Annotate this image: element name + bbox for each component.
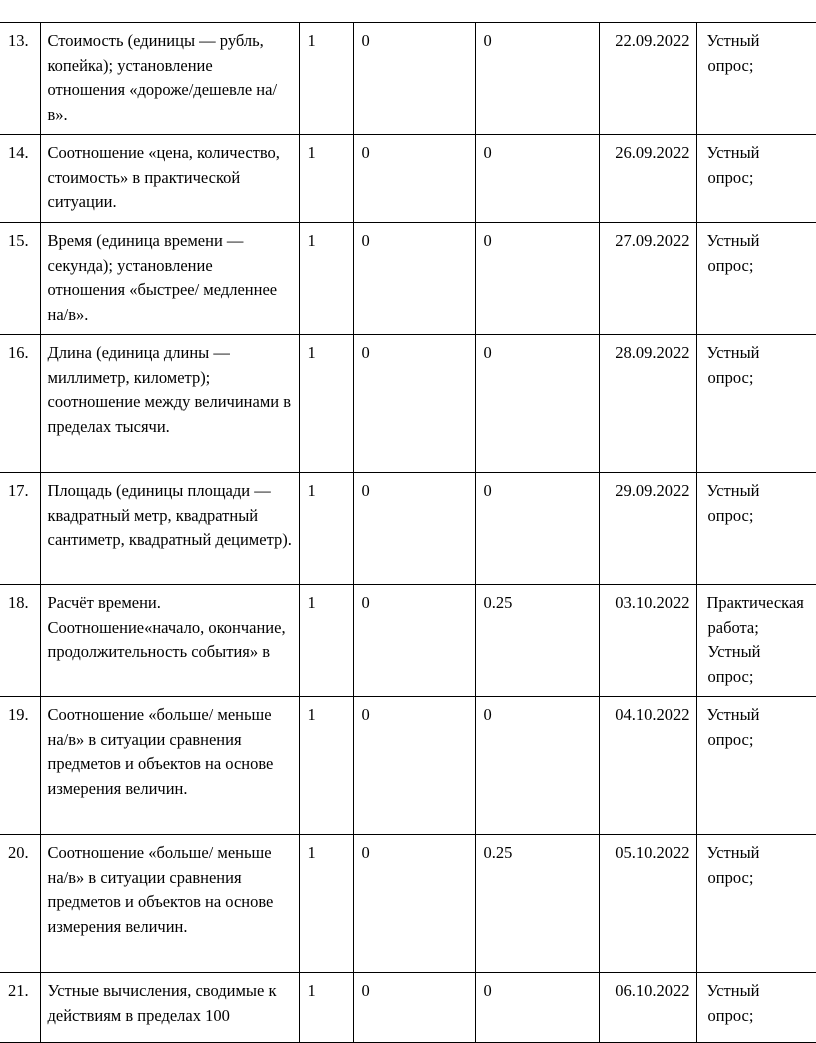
total-hours: 1 <box>299 585 353 697</box>
assessment-form-line: опрос; <box>697 54 816 79</box>
assessment-form <box>696 473 816 585</box>
assessment-form-line: опрос; <box>697 254 816 279</box>
assessment-form-line: Устный <box>697 841 816 866</box>
total-hours: 1 <box>299 473 353 585</box>
table-row <box>0 335 816 473</box>
lesson-topic: Площадь (единицы площади — квадратный метр, квадратный сантиметр, квадратный дециметр). <box>40 473 299 585</box>
practice-hours: 0 <box>475 473 599 585</box>
practice-hours: 0.25 <box>475 585 599 697</box>
total-hours: 1 <box>299 973 353 1043</box>
control-hours: 0 <box>353 697 475 835</box>
lesson-number: 18. <box>0 585 40 697</box>
total-hours: 1 <box>299 697 353 835</box>
control-hours: 0 <box>353 973 475 1043</box>
lesson-date: 28.09.2022 <box>599 335 696 473</box>
table-row <box>0 585 816 697</box>
control-hours: 0 <box>353 473 475 585</box>
lesson-number: 21. <box>0 973 40 1043</box>
assessment-form-line: опрос; <box>697 665 816 690</box>
assessment-form-line: Практическая <box>697 591 816 616</box>
control-hours: 0 <box>353 835 475 973</box>
assessment-form-line: опрос; <box>697 166 816 191</box>
lesson-date: 04.10.2022 <box>599 697 696 835</box>
lesson-date: 22.09.2022 <box>599 23 696 135</box>
lesson-date: 06.10.2022 <box>599 973 696 1043</box>
assessment-form <box>696 135 816 223</box>
practice-hours: 0 <box>475 135 599 223</box>
practice-hours: 0 <box>475 697 599 835</box>
assessment-form-line: Устный <box>697 141 816 166</box>
table-row <box>0 23 816 135</box>
lesson-plan-table <box>0 22 816 1043</box>
assessment-form <box>696 835 816 973</box>
assessment-form-line: опрос; <box>697 366 816 391</box>
lesson-topic: Соотношение «больше/ меньше на/в» в ситуации сравнения предметов и объектов на основе измерения величин. <box>40 697 299 835</box>
lesson-number: 15. <box>0 223 40 335</box>
table-row <box>0 473 816 585</box>
lesson-date: 29.09.2022 <box>599 473 696 585</box>
assessment-form-line: опрос; <box>697 866 816 891</box>
control-hours: 0 <box>353 23 475 135</box>
control-hours: 0 <box>353 223 475 335</box>
practice-hours: 0 <box>475 335 599 473</box>
lesson-topic: Соотношение «цена, количество, стоимость» в практической ситуации. <box>40 135 299 223</box>
practice-hours: 0 <box>475 223 599 335</box>
assessment-form-line: Устный <box>697 29 816 54</box>
lesson-number: 14. <box>0 135 40 223</box>
table-row <box>0 973 816 1043</box>
lesson-date: 26.09.2022 <box>599 135 696 223</box>
lesson-date: 27.09.2022 <box>599 223 696 335</box>
lesson-topic: Соотношение «больше/ меньше на/в» в ситуации сравнения предметов и объектов на основе измерения величин. <box>40 835 299 973</box>
assessment-form <box>696 585 816 697</box>
assessment-form <box>696 223 816 335</box>
total-hours: 1 <box>299 135 353 223</box>
control-hours: 0 <box>353 585 475 697</box>
assessment-form-line: Устный <box>697 229 816 254</box>
table-row <box>0 835 816 973</box>
assessment-form-line: опрос; <box>697 728 816 753</box>
lesson-number: 19. <box>0 697 40 835</box>
assessment-form <box>696 23 816 135</box>
practice-hours: 0 <box>475 973 599 1043</box>
total-hours: 1 <box>299 835 353 973</box>
total-hours: 1 <box>299 223 353 335</box>
lesson-number: 17. <box>0 473 40 585</box>
assessment-form-line: Устный <box>697 479 816 504</box>
control-hours: 0 <box>353 135 475 223</box>
lesson-date: 03.10.2022 <box>599 585 696 697</box>
lesson-number: 20. <box>0 835 40 973</box>
assessment-form-line: Устный <box>697 341 816 366</box>
assessment-form-line: Устный <box>697 640 816 665</box>
lesson-number: 13. <box>0 23 40 135</box>
practice-hours: 0.25 <box>475 835 599 973</box>
total-hours: 1 <box>299 335 353 473</box>
assessment-form-line: Устный <box>697 979 816 1004</box>
assessment-form <box>696 335 816 473</box>
table-row <box>0 223 816 335</box>
lesson-topic: Стоимость (единицы — рубль, копейка); установление отношения «дороже/дешевле на/в». <box>40 23 299 135</box>
total-hours: 1 <box>299 23 353 135</box>
assessment-form-line: опрос; <box>697 504 816 529</box>
assessment-form <box>696 697 816 835</box>
practice-hours: 0 <box>475 23 599 135</box>
lesson-topic: Длина (единица длины — миллиметр, километр); соотношение между величинами в пределах тысячи. <box>40 335 299 473</box>
lesson-date: 05.10.2022 <box>599 835 696 973</box>
assessment-form-line: работа; <box>697 616 816 641</box>
table-row <box>0 697 816 835</box>
lesson-topic: Время (единица времени — секунда); установление отношения «быстрее/ медленнее на/в». <box>40 223 299 335</box>
lesson-number: 16. <box>0 335 40 473</box>
lesson-topic: Расчёт времени. Соотношение«начало, окончание, продолжительность события» в <box>40 585 299 697</box>
assessment-form-line: Устный <box>697 703 816 728</box>
lesson-topic: Устные вычисления, сводимые к действиям в пределах 100 <box>40 973 299 1043</box>
table-row <box>0 135 816 223</box>
table-body <box>0 23 816 1043</box>
control-hours: 0 <box>353 335 475 473</box>
assessment-form-line: опрос; <box>697 1004 816 1029</box>
assessment-form <box>696 973 816 1043</box>
